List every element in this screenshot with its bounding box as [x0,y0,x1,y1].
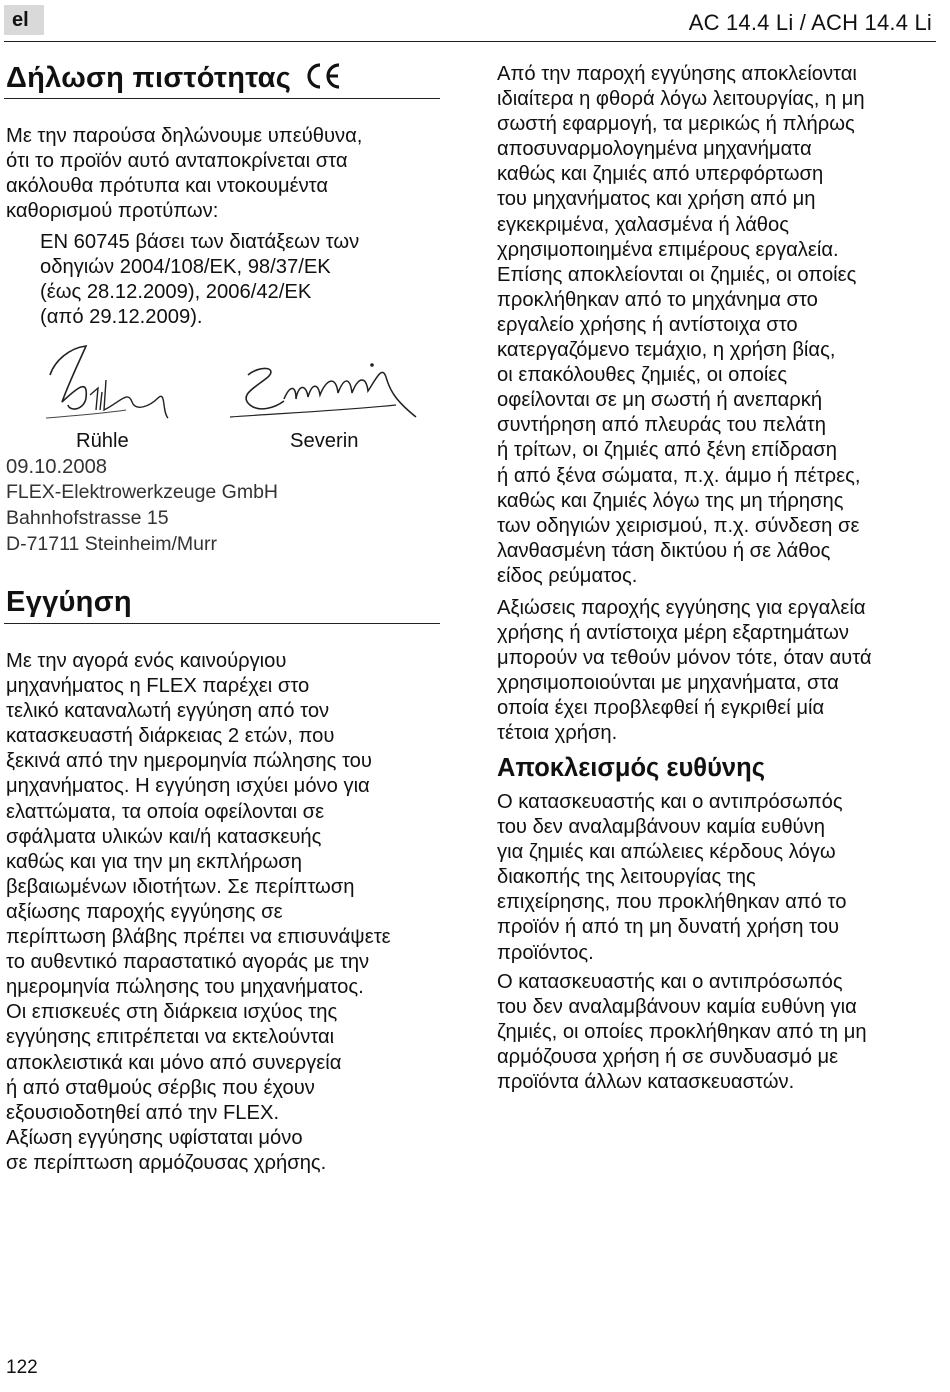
signature-severin [226,355,426,425]
warranty-body: Με την αγορά ενός καινούργιου μηχανήματος η FLEX παρέχει στο τελικό καταναλωτή εγγύηση από τον κατασκευαστή διάρκειας 2 ετών, που ξεκινά από την ημερομηνία πώλησης του μηχανήματος. Η εγγύηση ισχύει μόνο για ελαττώματα, τα οποία οφείλονται σε σφάλματα υλικών και/ή κατασκευής καθώς και για την μη εκπλήρωση βεβαιωμένων ιδιοτήτων. Σε περίπτωση αξίωσης παροχής εγγύησης σε περίπτωση βλάβης πρέπει να επισυνάψετε το αυθεντικό παραστατικό αγοράς με την ημερομηνία πώλησης του μηχανήματος. Οι επισκευές στη διάρκεια ισχύος της εγγύησης επιτρέπεται να εκτελούνται αποκλειστικά και μόνο από συνεργεία ή από σταθμούς σέρβις που έχουν εξουσιοδοτηθεί από την FLEX. Αξίωση εγγύησης υφίσταται μόνο σε περίπτωση αρμόζουσας χρήσης. [6,650,391,1174]
ce-mark-icon [304,62,342,90]
liability-paragraph-2: Ο κατασκευαστής και ο αντιπρόσωπός του δεν αναλαμβάνουν καμία ευθύνη για ζημιές, οι οποίες προκλήθηκαν από τη μη αρμόζουσα χρήση ή σε συνδυασμό με προϊόντα άλλων κατασκευαστών. [497,971,867,1094]
language-tab: el [4,5,44,35]
warranty-rule [4,623,440,624]
signature-ruhle [40,340,180,425]
header-divider [4,41,936,42]
signatory-severin: Severin [290,430,359,452]
declaration-title [6,62,342,95]
warranty-accessories: Αξιώσεις παροχής εγγύησης για εργαλεία χρήσης ή αντίστοιχα μέρη εξαρτημάτων μπορούν να τεθούν μόνον τότε, όταν αυτά χρησιμοποιούνται με μηχανήματα, στα οποία έχει προβλεφθεί ή εγκριθεί μία τέτοια χρήση. [497,597,872,745]
company-address: FLEX-Elektrowerkzeuge GmbH Bahnhofstrasse 15 D-71711 Steinheim/Murr [6,481,279,555]
warranty-exclusions: Από την παροχή εγγύησης αποκλείονται ιδιαίτερα η φθορά λόγω λειτουργίας, η μη σωστή εφαρμογή, τα μερικώς ή πλήρως αποσυναρμολογημένα μηχανήματα καθώς και ζημιές από υπερφόρτωση του μηχανήματος και χρήση από μη εγκεκριμένα, χαλασμένα ή λάθος χρησιμοποιημένα επιμέρους εργαλεία. Επίσης αποκλείονται οι ζημιές, οι οποίες προκλήθηκαν από το μηχάνημα στο εργαλείο χρήσης ή αντίστοιχα στο κατεργαζόμενο τεμάχιο, η χρήση βίας, οι επακόλουθες ζημιές, οι οποίες οφείλονται σε μη σωστή ή ανεπαρκή συντήρηση από πλευράς του πελάτη ή τρίτων, οι ζημιές από ξένη επίδραση ή από ξένα σώματα, π.χ. άμμο ή πέτρες, καθώς και ζημιές λόγω της μη τήρησης των οδηγιών χειρισμού, π.χ. σύνδεση σε λανθασμένη τάση δικτύου ή σε λάθος είδος ρεύματος. [497,63,865,587]
model-name: AC 14.4 Li / ACH 14.4 Li [688,10,932,35]
declaration-title-text: Δήλωση πιστότητας [6,62,292,94]
warranty-title: Εγγύηση [6,586,132,618]
declaration-rule [4,98,440,99]
declaration-intro: Με την παρούσα δηλώνουμε υπεύθυνα, ότι το προϊόν αυτό ανταποκρίνεται στα ακόλουθα πρότυπα και ντοκουμέντα καθορισμού προτύπων: [6,125,363,223]
signatory-ruhle: Rühle [76,430,129,452]
liability-paragraph-1: Ο κατασκευαστής και ο αντιπρόσωπός του δεν αναλαμβάνουν καμία ευθύνη για ζημιές και απώλειες κέρδους λόγω διακοπής της λειτουργίας της επιχείρησης, που προκλήθηκαν από το προϊόν ή από τη μη δυνατή χρήση του προϊόντος. [497,791,847,964]
declaration-date: 09.10.2008 [6,456,108,478]
liability-title: Αποκλεισμός ευθύνης [497,754,765,782]
page-number: 122 [6,1357,38,1378]
declaration-standards: EN 60745 βάσει των διατάξεων των οδηγιών 2004/108/EK, 98/37/EK (έως 28.12.2009), 2006/42/EK (από 29.12.2009). [40,231,360,329]
